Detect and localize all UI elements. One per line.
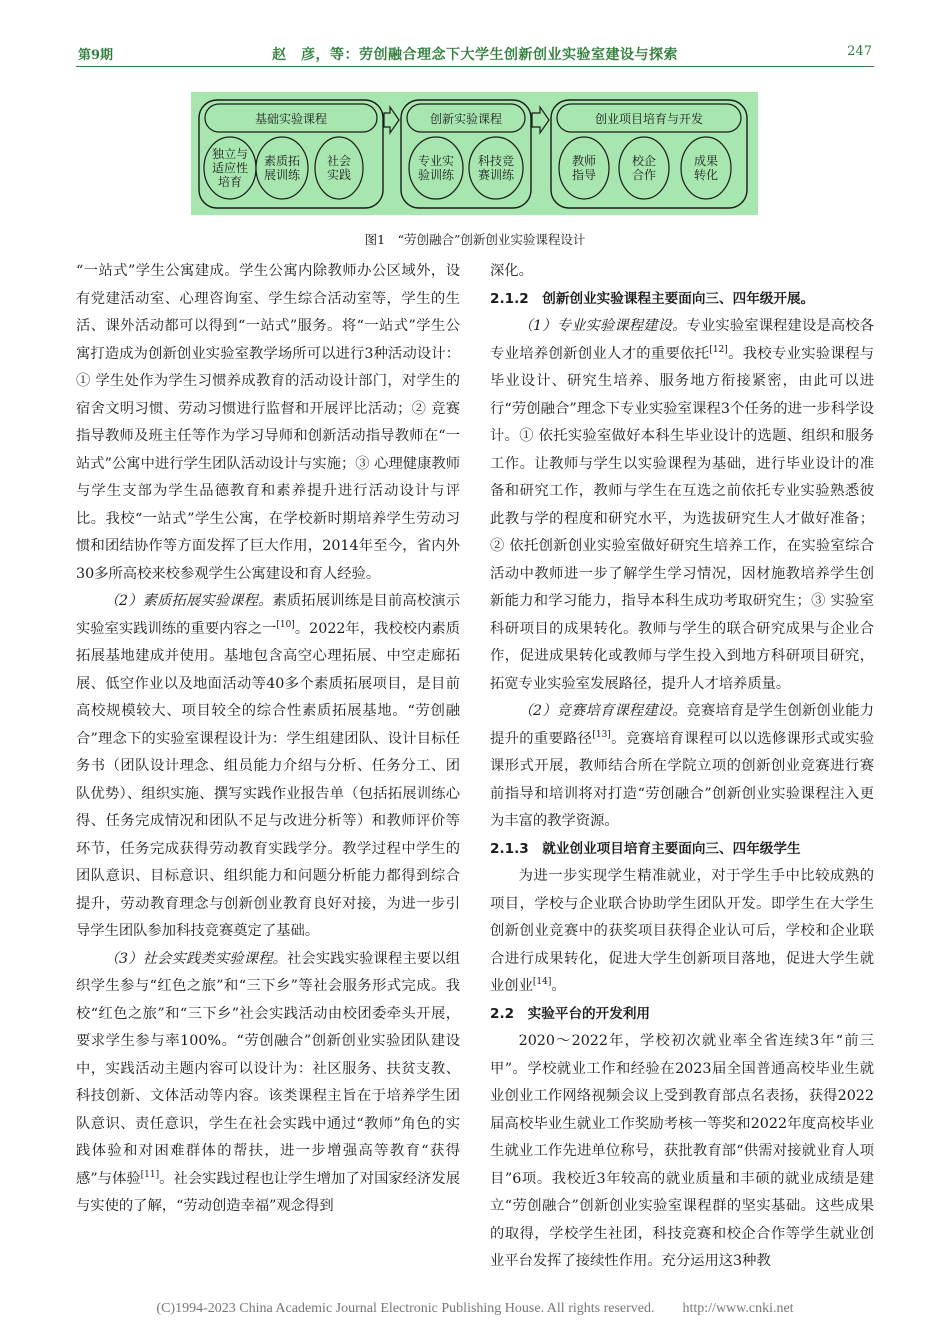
- section-heading-2-2: 2.2 实验平台的开发利用: [490, 1005, 651, 1022]
- figure-group-title: 基础实验课程: [254, 112, 328, 126]
- right-column: [490, 258, 874, 1276]
- copyright-footer: (C)1994-2023 China Academic Journal Electronic Publishing House. All rights reserved. http://www.cnki.net: [156, 1301, 794, 1316]
- figure-item-label: 成果: [693, 154, 719, 168]
- citation: [12]: [709, 344, 728, 355]
- left-column: [76, 258, 460, 1221]
- figure-item-label: 合作: [631, 168, 657, 182]
- header-rule: [76, 66, 874, 67]
- paragraph-quality-expansion: [76, 588, 460, 946]
- figure-item-label: 培育: [217, 175, 243, 189]
- course-design-figure: [191, 92, 758, 215]
- figure-caption: 图1 “劳创融合”创新创业实验课程设计: [364, 232, 586, 247]
- running-title: 赵 彦，等：劳创融合理念下大学生创新创业实验室建设与探索: [272, 47, 678, 63]
- figure-item-label: 转化: [693, 168, 719, 182]
- figure-item-label: 独立与: [211, 147, 249, 161]
- figure-item-label: 指导: [571, 168, 597, 182]
- figure-arrow: [384, 107, 399, 133]
- subsection-label: （2）竞赛培育课程建设。: [518, 703, 687, 719]
- figure-arrow: [532, 107, 549, 133]
- figure-item-label: 教师: [571, 154, 597, 168]
- paragraph-text: 专业实验室课程建设是高校各专业培养创新创业人才的重要依托: [490, 318, 874, 362]
- section-heading-2-1-2: 2.1.2 创新创业实验课程主要面向三、四年级开展。: [490, 290, 815, 307]
- figure-item-label: 素质拓: [263, 154, 301, 168]
- subsection-label: （1）专业实验课程建设。: [518, 318, 687, 334]
- subsection-label: （3）社会实践类实验课程。: [104, 950, 287, 967]
- paragraph: “一站式”学生公寓建成。学生公寓内除教师办公区域外，设有党建活动室、心理咨询室、学生综合活动室等，学生的生活、课外活动都可以得到“一站式”服务。将“一站式”学生公寓打造成为创新创业实验室教学场所可以进行3种活动设计：① 学生处作为学生习惯养成教育的活动设计部门，对学生的宿舍文明习惯、劳动习惯进行监督和开展评比活动；② 竞赛指导教师及班主任等作为学习导师和创新活动指导教师在“一站式”公寓中进行学生团队活动设计与实施；③ 心理健康教师与学生支部为学生品德教育和素养提升进行活动设计与评比。我校“一站式”学生公寓，在学校新时期培养学生劳动习惯和团结协作等方面发挥了巨大作用，2014年至今，省内外30多所高校来校参观学生公寓建设和育人经验。: [76, 263, 460, 582]
- paragraph-text: 素质拓展训练是目前高校演示实验室实践训练的重要内容之一: [76, 593, 460, 637]
- citation: [11]: [140, 1169, 160, 1180]
- figure-item-label: 展训练: [263, 168, 301, 182]
- figure-item-label: 科技竞: [477, 154, 515, 168]
- figure-item-label: 专业实: [417, 154, 455, 168]
- paragraph-professional-lab: [490, 313, 874, 698]
- section-heading-2-1-3: 2.1.3 就业创业项目培育主要面向三、四年级学生: [490, 840, 801, 857]
- figure-item-label: 实践: [326, 168, 352, 182]
- page-number: 247: [847, 44, 872, 59]
- paragraph-text: 。竞赛培育课程可以以选修课形式或实验课形式开展，教师结合所在学院立项的创新创业竞赛进行赛前指导和培训将对打造“劳创融合”创新创业实验课程注入更为丰富的教学资源。: [490, 730, 874, 829]
- figure-item-label: 校企: [631, 154, 657, 168]
- paragraph-text: 为进一步实现学生精准就业，对于学生手中比较成熟的项目，学校与企业联合协助学生团队开发。即学生在大学生创新创业竞赛中的获奖项目获得企业认可后，学校和企业联合进行成果转化，促进大学生创新项目落地，促进大学生就业创业: [490, 868, 874, 994]
- paragraph-text: 。社会实践过程也让学生增加了对国家经济发展与实使的了解，“劳动创造幸福”观念得到: [76, 1170, 461, 1214]
- paragraph-text: 。: [551, 978, 566, 994]
- subsection-label: （2）素质拓展实验课程。: [104, 593, 273, 609]
- issue-number: 第9期: [78, 48, 114, 63]
- figure-item-label: 验训练: [417, 168, 455, 182]
- paragraph-social-practice: [76, 946, 460, 1221]
- paragraph-platform: 2020～2022年，学校初次就业率全省连续3年“前三甲”。学校就业工作和经验在2023届全国普通高校毕业生就业创业工作网络视频会议上受到教育部点名表扬，获得2022届高校毕业生就业工作奖励考核一等奖和2022年度高校毕业生就业工作先进单位称号，获批教育部“供需对接就业育人项目”6项。我校近3年较高的就业质量和丰硕的就业成绩是建立“劳创融合”创新创业实验室课程群的坚实基础。这些成果的取得，学校学生社团，科技竞赛和校企合作等学生就业创业平台发挥了接续性作用。充分运用这3种教: [490, 1033, 874, 1269]
- paragraph-continuation: 深化。: [490, 263, 533, 279]
- paragraph-text: 社会实践实验课程主要以组织学生参与“红色之旅”和“三下乡”等社会服务形式完成。我校“红色之旅”和“三下乡”社会实践活动由校团委牵头开展，要求学生参与率100%。“劳创融合”创新创业实验团队建设中，实践活动主题内容可以设计为：社区服务、扶贫支教、科技创新、文体活动等内容。该类课程主旨在于培养学生团队意识、责任意识，学生在社会实践中通过“教师”角色的实践体验和对困难群体的帮扶，进一步增强高等教育“获得感”与体验: [76, 950, 460, 1187]
- paragraph-employment: [490, 863, 874, 1001]
- citation: [14]: [532, 977, 552, 988]
- citation: [13]: [592, 729, 611, 740]
- figure-group-title: 创业项目培育与开发: [594, 112, 704, 126]
- paragraph-text: 。我校专业实验课程与毕业设计、研究生培养、服务地方衔接紧密，由此可以进行“劳创融合”理念下专业实验室课程3个任务的进一步科学设计。① 依托实验室做好本科生毕业设计的选题、组织和服务工作。让教师与学生以实验课程为基础，进行毕业设计的准备和研究工作，教师与学生在互选之前依托专业实验熟悉彼此教与学的程度和研究水平，为选拔研究生人才做好准备；② 依托创新创业实验室做好研究生培养工作，在实验室综合活动中教师进一步了解学生学习情况，因材施教培养学生创新能力和学习能力，指导本科生成功考取研究生；③ 实验室科研项目的成果转化。教师与学生的联合研究成果与企业合作，促进成果转化或教师与学生投入到地方科研项目研究，拓宽专业实验室发展路径，提升人才培养质量。: [490, 345, 875, 692]
- figure-group-title: 创新实验课程: [429, 112, 503, 126]
- citation: [10]: [276, 619, 295, 630]
- figure-item-label: 社会: [326, 154, 352, 168]
- figure-diagram: [191, 92, 758, 215]
- paragraph-text: 。2022年，我校校内素质拓展基地建成并使用。基地包含高空心理拓展、中空走廊拓展、低空作业以及地面活动等40多个素质拓展项目，是目前高校规模较大、项目较全的综合性素质拓展基地。“劳创融合”理念下的实验室课程设计为：学生组建团队、设计目标任务书（团队设计理念、组员能力介绍与分析、任务分工、团队优势）、组织实施、撰写实践作业报告单（包括拓展训练心得、任务完成情况和团队不足与改进分析等）和教师评价等环节，任务完成获得劳动教育实践学分。教学过程中学生的团队意识、目标意识、组织能力和问题分析能力都得到综合提升，劳动教育理念与创新创业教育良好对接，为进一步引导学生团队参加科技竞赛奠定了基础。: [76, 620, 460, 939]
- paragraph-competition: [490, 698, 874, 836]
- figure-item-label: 适应性: [211, 161, 249, 175]
- paragraph-text: 竞赛培育是学生创新创业能力提升的重要路径: [490, 703, 874, 747]
- figure-item-label: 赛训练: [477, 168, 515, 182]
